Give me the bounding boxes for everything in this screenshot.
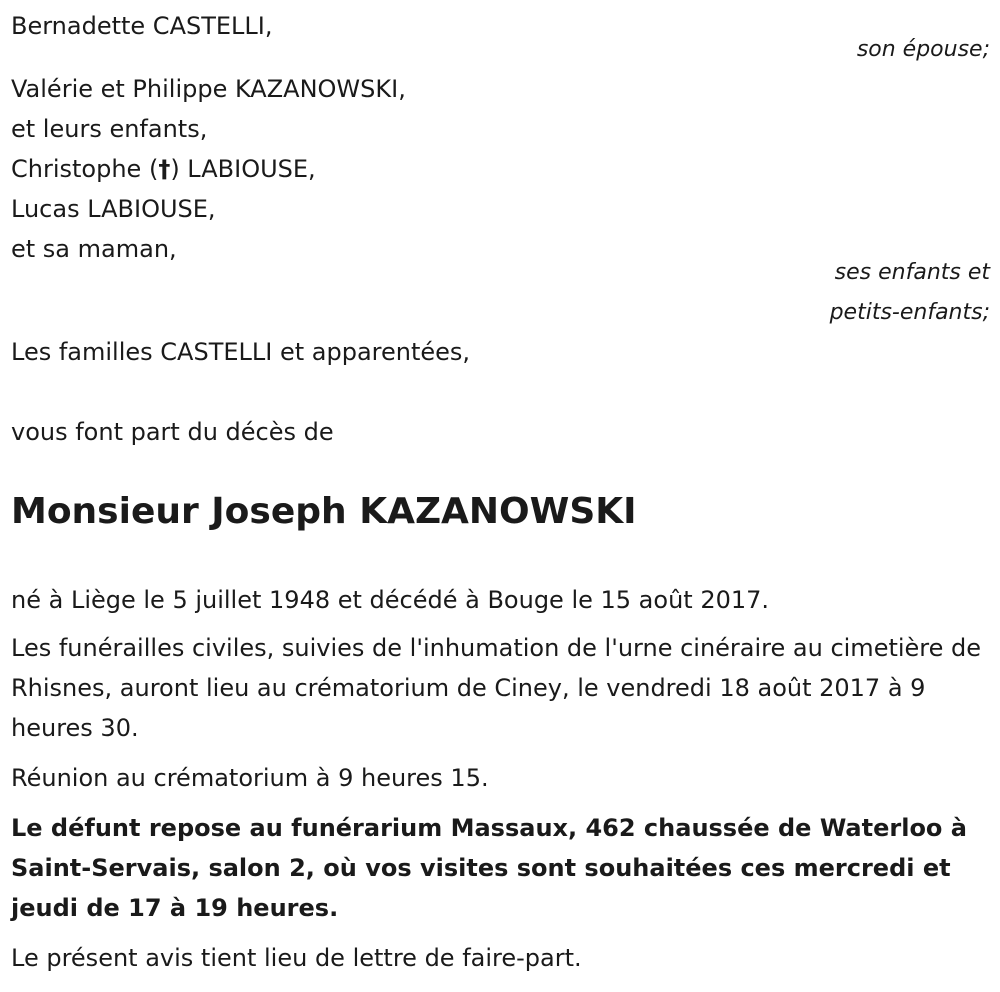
funeral-text: Les funérailles civiles, suivies de l'inhumation de l'urne cinéraire au cimetière de Rhisnes, auront lieu au crématorium de Ciney, le vendredi 18 août 2017 à 9 heures 30. bbox=[11, 634, 982, 742]
family-line-lucas: Lucas LABIOUSE, bbox=[11, 195, 216, 223]
birth-death-text: né à Liège le 5 juillet 1948 et décédé à Bouge le 15 août 2017. bbox=[11, 586, 770, 614]
christophe-suffix: ) LABIOUSE, bbox=[170, 155, 316, 183]
announcement-text: vous font part du décès de bbox=[11, 418, 334, 446]
visits-text: Le défunt repose au funérarium Massaux, 462 chaussée de Waterloo à Saint-Servais, salon 2, où vos visites sont souhaitées ces mercredi et jeudi de 17 à 19 heures. bbox=[11, 814, 967, 922]
family-line-christophe bbox=[11, 149, 316, 189]
relation-note-children-b: petits-enfants; bbox=[829, 300, 990, 325]
family-line-mother: et sa maman, bbox=[11, 235, 177, 263]
christophe-prefix: Christophe ( bbox=[11, 155, 159, 183]
family-line-children: Valérie et Philippe KAZANOWSKI, bbox=[11, 75, 406, 103]
family-line-spouse: Bernadette CASTELLI, bbox=[11, 12, 273, 40]
deceased-name: Monsieur Joseph KAZANOWSKI bbox=[11, 491, 637, 532]
relation-note-spouse: son épouse; bbox=[856, 37, 990, 62]
family-line-their-children: et leurs enfants, bbox=[11, 115, 208, 143]
meeting-text: Réunion au crématorium à 9 heures 15. bbox=[11, 764, 489, 792]
cross-icon: † bbox=[158, 155, 171, 183]
relation-note-children-a: ses enfants et bbox=[834, 260, 990, 285]
family-line-families: Les familles CASTELLI et apparentées, bbox=[11, 338, 471, 366]
notice-text: Le présent avis tient lieu de lettre de faire-part. bbox=[11, 944, 582, 972]
